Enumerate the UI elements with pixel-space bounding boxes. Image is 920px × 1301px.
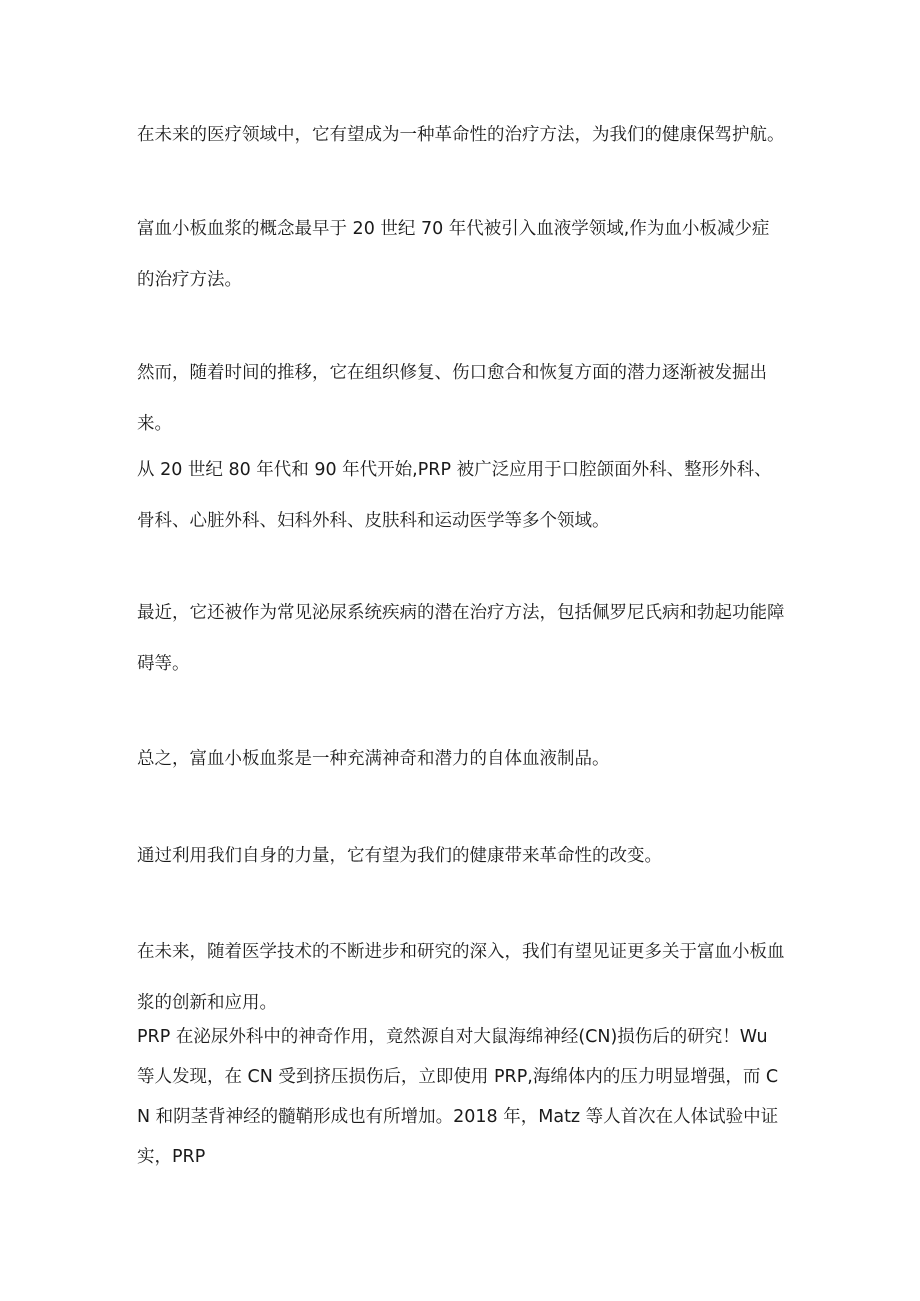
- paragraph-prp-origin: 富血小板血浆的概念最早于 20 世纪 70 年代被引入血液学领域,作为血小板减少症的治疗方法。: [137, 219, 770, 290]
- paragraph-self-power: 通过利用我们自身的力量，它有望为我们的健康带来革命性的改变。: [137, 846, 662, 866]
- paragraph-tissue-repair: 然而，随着时间的推移，它在组织修复、伤口愈合和恢复方面的潜力逐渐被发掘出来。: [137, 363, 767, 434]
- paragraph-future-research: 在未来，随着医学技术的不断进步和研究的深入，我们有望见证更多关于富血小板血浆的创新和应用。: [137, 942, 785, 1013]
- paragraph-urology-research: PRP 在泌尿外科中的神奇作用，竟然源自对大鼠海绵神经(CN)损伤后的研究！Wu 等人发现，在 CN 受到挤压损伤后，立即使用 PRP,海绵体内的压力明显增强，而 CN 和阴茎背神经的髓鞘形成也有所增加。2018 年，Matz 等人首次在人体试验中证实，PRP: [137, 1027, 779, 1167]
- paragraph-future-medical: 在未来的医疗领域中，它有望成为一种革命性的治疗方法，为我们的健康保驾护航。: [137, 125, 785, 145]
- paragraph-summary: 总之，富血小板血浆是一种充满神奇和潜力的自体血液制品。: [137, 749, 610, 769]
- paragraph-applications: 从 20 世纪 80 年代和 90 年代开始,PRP 被广泛应用于口腔颌面外科、整形外科、骨科、心脏外科、妇科外科、皮肤科和运动医学等多个领域。: [137, 460, 772, 531]
- paragraph-urology-recent: 最近，它还被作为常见泌尿系统疾病的潜在治疗方法，包括佩罗尼氏病和勃起功能障碍等。: [137, 603, 785, 674]
